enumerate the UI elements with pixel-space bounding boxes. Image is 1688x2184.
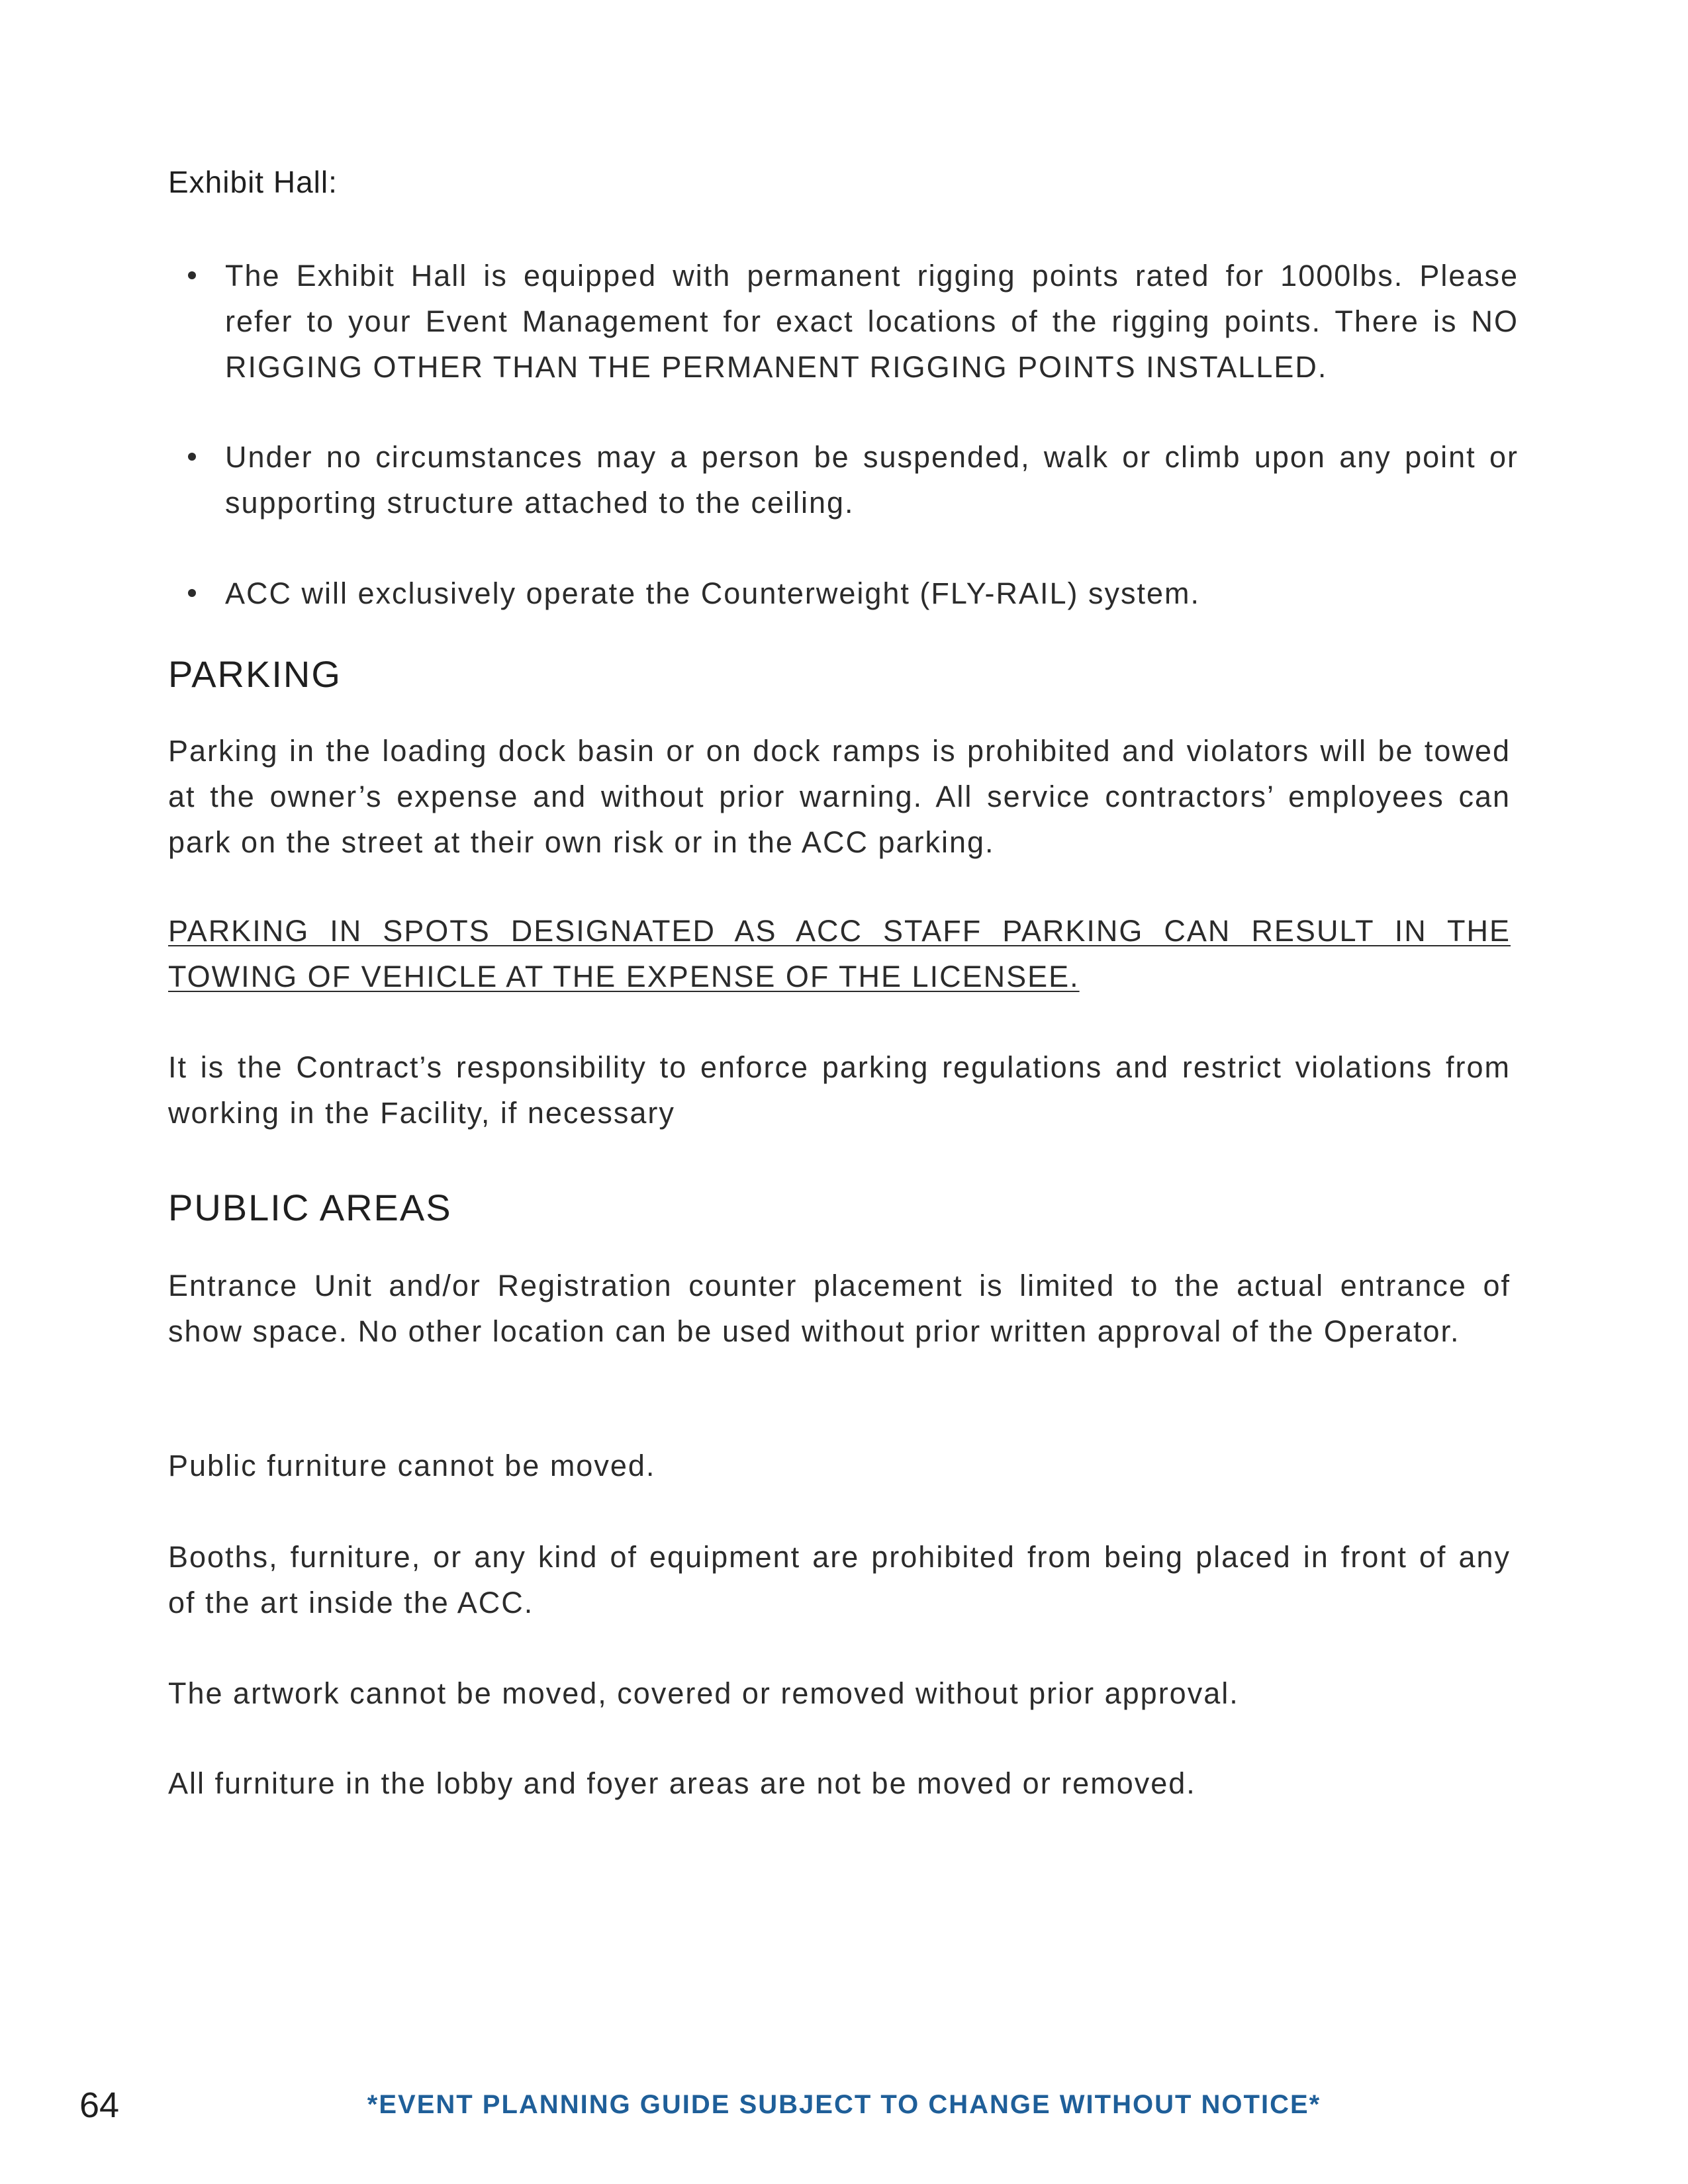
public-areas-title: PUBLIC AREAS — [168, 1187, 452, 1228]
exhibit-hall-heading: Exhibit Hall: — [168, 165, 338, 199]
page-number: 64 — [79, 2085, 120, 2125]
bullet-icon — [188, 453, 196, 461]
public-areas-paragraph: Public furniture cannot be moved. — [168, 1449, 656, 1482]
public-areas-paragraph: The artwork cannot be moved, covered or removed without prior approval. — [168, 1676, 1239, 1710]
public-areas-paragraph: All furniture in the lobby and foyer areas are not be moved or removed. — [168, 1766, 1196, 1800]
bullet-icon — [188, 271, 196, 279]
parking-title: PARKING — [168, 653, 342, 695]
bullet-text: ACC will exclusively operate the Counterweight (FLY-RAIL) system. — [225, 576, 1201, 610]
parking-paragraph: Parking in the loading dock basin or on dock ramps is prohibited and violators will be towed at the owner’s expense and without prior warning. All service contractors’ employees can park on the street at their own risk or in the ACC parking. — [168, 734, 1511, 859]
parking-warning: PARKING IN SPOTS DESIGNATED AS ACC STAFF PARKING CAN RESULT IN THE TOWING OF VEHICLE AT THE EXPENSE OF THE LICENSEE. — [168, 914, 1511, 993]
bullet-text: The Exhibit Hall is equipped with permanent rigging points rated for 1000lbs. Please refer to your Event Management for exact locations of the rigging points. There is NO RIGGING OTHER THAN THE PERMANENT RIGGING POINTS INSTALLED. — [225, 259, 1519, 384]
footer-notice: *EVENT PLANNING GUIDE SUBJECT TO CHANGE WITHOUT NOTICE* — [367, 2090, 1321, 2119]
public-areas-paragraph: Booths, furniture, or any kind of equipment are prohibited from being placed in front of any of the art inside the ACC. — [168, 1540, 1511, 1619]
parking-responsibility: It is the Contract’s responsibility to enforce parking regulations and restrict violations from working in the Facility, if necessary — [168, 1050, 1511, 1130]
bullet-icon — [188, 589, 196, 597]
public-areas-paragraph: Entrance Unit and/or Registration counter placement is limited to the actual entrance of show space. No other location can be used without prior written approval of the Operator. — [168, 1269, 1511, 1348]
bullet-text: Under no circumstances may a person be suspended, walk or climb upon any point or supporting structure attached to the ceiling. — [225, 440, 1519, 520]
